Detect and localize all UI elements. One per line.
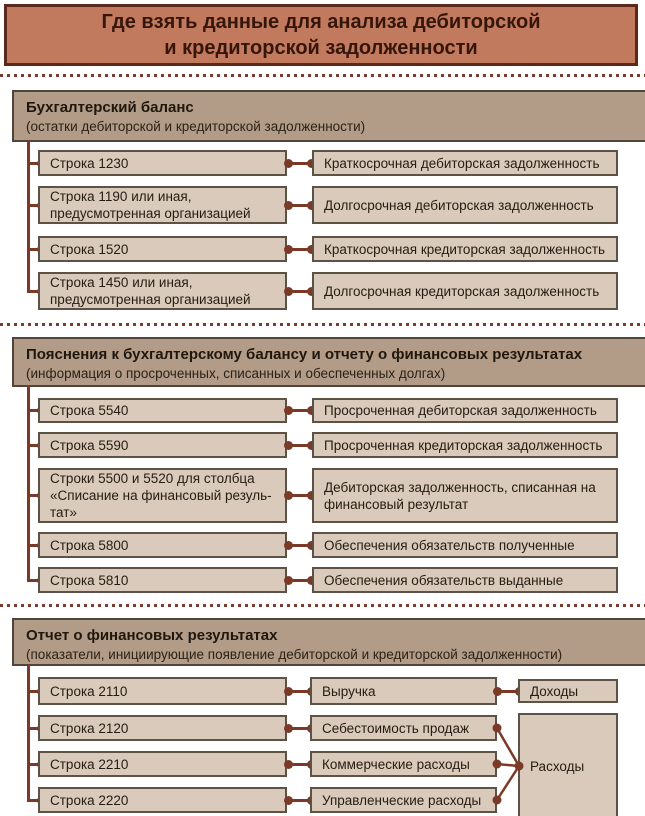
meaning-box: [312, 186, 618, 224]
section-subheading: (информация о просроченных, списанных и обеспеченных долгах): [26, 366, 446, 381]
table-row: [0, 398, 645, 423]
table-row: [0, 432, 645, 458]
table-row: [0, 236, 645, 262]
source-box: [38, 272, 287, 310]
source-box: [38, 398, 287, 423]
source-box: [38, 715, 287, 741]
source-label: Строка 1520: [50, 241, 129, 257]
source-box: [38, 150, 287, 176]
income-box: [518, 679, 618, 703]
section-header-income-statement: [12, 618, 645, 666]
meaning-box: [312, 468, 618, 523]
indicator-label: Управленческие расходы: [322, 792, 482, 808]
section-subheading: (показатели, инициирующие появление дебиторской и кредиторской задолженности): [26, 647, 563, 662]
table-row: [0, 532, 645, 558]
source-label: Строка 5800: [50, 537, 129, 553]
source-label: Строка 5590: [50, 437, 129, 453]
source-box: [38, 677, 287, 705]
source-box: [38, 432, 287, 458]
meaning-box: [312, 398, 618, 423]
page-title: [4, 4, 638, 66]
source-box: [38, 468, 287, 523]
table-row: [0, 468, 645, 523]
meaning-box: [312, 272, 618, 310]
table-row: [0, 567, 645, 593]
expenses-label: Расходы: [530, 759, 585, 774]
table-row: [0, 150, 645, 176]
meaning-label: Краткосрочная дебиторская задолженность: [324, 155, 600, 171]
page-title-line2: и кредиторской задолженности: [164, 37, 478, 59]
source-label: Строка 2220: [50, 792, 129, 808]
meaning-label: Долгосрочная дебиторская задолженность: [324, 197, 594, 213]
dotted-separator: [0, 604, 645, 607]
meaning-label: Долгосрочная кредиторская задолженность: [324, 283, 600, 299]
source-box: [38, 787, 287, 813]
meaning-box: [312, 150, 618, 176]
income-label: Доходы: [530, 683, 579, 699]
meaning-box: [312, 567, 618, 593]
meaning-box: [312, 236, 618, 262]
meaning-label: Дебиторская задолженность, списанная на финансовый результат: [324, 479, 596, 512]
meaning-box: [312, 432, 618, 458]
indicator-box: [310, 715, 497, 741]
converging-connector-lines: [488, 703, 533, 816]
source-box: [38, 567, 287, 593]
meaning-label: Обеспечения обязательств полученные: [324, 537, 575, 553]
source-label: Строка 2110: [50, 683, 128, 699]
indicator-label: Себестоимость продаж: [322, 720, 469, 736]
dotted-separator: [0, 323, 645, 326]
section-subheading: (остатки дебиторской и кредиторской задолженности): [26, 119, 366, 134]
meaning-label: Краткосрочная кредиторская задолженность: [324, 241, 606, 257]
source-label: Строка 1450 или иная, предусмотренная организацией: [50, 275, 251, 307]
dotted-separator: [0, 74, 645, 77]
page-title-line1: Где взять данные для анализа дебиторской: [101, 11, 541, 33]
section-header-notes: [12, 337, 645, 387]
indicator-label: Коммерческие расходы: [322, 756, 470, 772]
meaning-label: Просроченная дебиторская задолженность: [324, 403, 597, 418]
meaning-box: [312, 532, 618, 558]
table-row: [0, 186, 645, 224]
section-heading: Пояснения к бухгалтерскому балансу и отчету о финансовых результатах: [26, 346, 583, 363]
indicator-box: [310, 677, 497, 705]
source-label: Строка 2210: [50, 756, 129, 772]
source-label: Строки 5500 и 5520 для столбца «Списание на финансовый резуль-тат»: [50, 471, 272, 520]
source-box: [38, 751, 287, 777]
source-label: Строка 5810: [50, 572, 129, 588]
table-row: [0, 677, 645, 705]
source-box: [38, 236, 287, 262]
section-heading: Отчет о финансовых результатах: [26, 627, 278, 644]
meaning-label: Обеспечения обязательств выданные: [324, 572, 564, 588]
table-row: [0, 272, 645, 310]
source-label: Строка 1190 или иная, предусмотренная организацией: [50, 189, 251, 221]
source-label: Строка 1230: [50, 155, 129, 171]
source-box: [38, 186, 287, 224]
source-box: [38, 532, 287, 558]
indicator-box: [310, 751, 497, 777]
source-label: Строка 5540: [50, 403, 129, 418]
section-header-balance: [12, 90, 645, 142]
source-label: Строка 2120: [50, 720, 129, 736]
section-heading: Бухгалтерский баланс: [26, 99, 194, 116]
meaning-label: Просроченная кредиторская задолженность: [324, 437, 603, 453]
expenses-group-box: [518, 713, 618, 816]
indicator-box: [310, 787, 497, 813]
indicator-label: Выручка: [322, 683, 376, 699]
